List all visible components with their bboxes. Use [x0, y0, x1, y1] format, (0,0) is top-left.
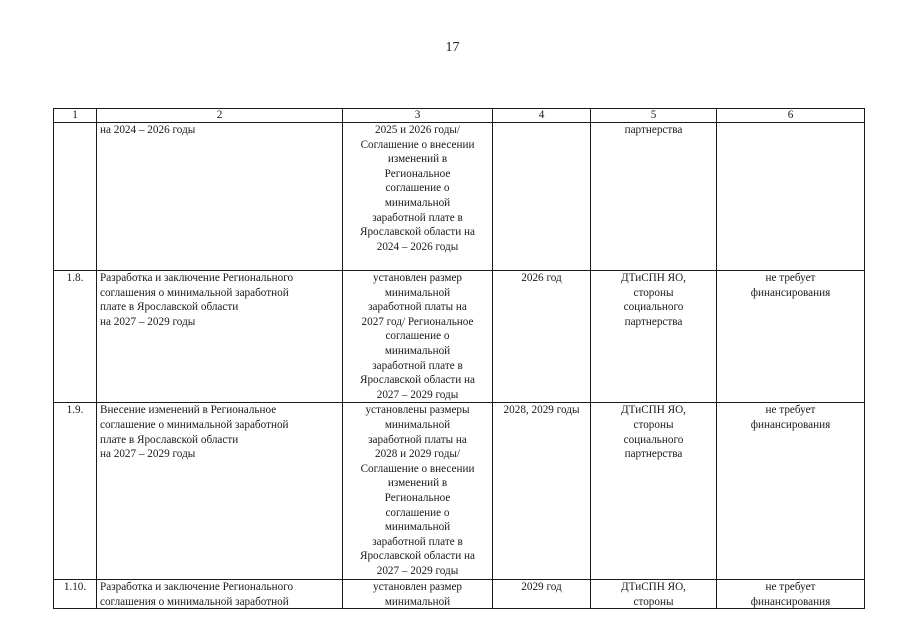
term-cell: 2028, 2029 годы [493, 403, 591, 580]
term-cell: 2029 год [493, 580, 591, 609]
table-row [54, 403, 865, 580]
column-header: 3 [343, 109, 493, 123]
row-number-cell: 1.10. [54, 580, 97, 609]
measure-name-cell: на 2024 – 2026 годы [97, 123, 343, 271]
term-cell: 2026 год [493, 271, 591, 403]
measure-name-cell: Разработка и заключение Регионального соглашения о минимальной заработной плате в Ярославской области на 2027 – 2029 годы [97, 271, 343, 403]
row-number-cell: 1.8. [54, 271, 97, 403]
column-header: 4 [493, 109, 591, 123]
plan-table [53, 108, 865, 609]
table-row [54, 123, 865, 271]
row-number-cell: 1.9. [54, 403, 97, 580]
financing-cell [717, 123, 865, 271]
result-cell: установлены размеры минимальной заработной платы на 2028 и 2029 годы/ Соглашение о внесении изменений в Региональное соглашение о минимальной заработной плате в Ярославской области на 2027 – 2029 годы [343, 403, 493, 580]
measure-name-cell: Разработка и заключение Регионального соглашения о минимальной заработной [97, 580, 343, 609]
executor-cell: ДТиСПН ЯО, стороны социального партнерства [591, 403, 717, 580]
result-cell: установлен размер минимальной [343, 580, 493, 609]
executor-cell: ДТиСПН ЯО, стороны [591, 580, 717, 609]
column-header: 6 [717, 109, 865, 123]
measure-name-cell: Внесение изменений в Региональное соглашение о минимальной заработной плате в Ярославской области на 2027 – 2029 годы [97, 403, 343, 580]
financing-cell: не требует финансирования [717, 403, 865, 580]
term-cell [493, 123, 591, 271]
table-row [54, 580, 865, 609]
result-cell: 2025 и 2026 годы/ Соглашение о внесении изменений в Региональное соглашение о минимальной заработной плате в Ярославской области на 2024 – 2026 годы [343, 123, 493, 271]
table-row [54, 271, 865, 403]
column-header: 5 [591, 109, 717, 123]
result-cell: установлен размер минимальной заработной платы на 2027 год/ Региональное соглашение о минимальной заработной плате в Ярославской области на 2027 – 2029 годы [343, 271, 493, 403]
row-number-cell [54, 123, 97, 271]
page-number: 17 [445, 40, 460, 55]
column-header: 2 [97, 109, 343, 123]
column-header: 1 [54, 109, 97, 123]
financing-cell: не требует финансирования [717, 271, 865, 403]
financing-cell: не требует финансирования [717, 580, 865, 609]
executor-cell: партнерства [591, 123, 717, 271]
executor-cell: ДТиСПН ЯО, стороны социального партнерства [591, 271, 717, 403]
column-number-row [54, 109, 865, 123]
